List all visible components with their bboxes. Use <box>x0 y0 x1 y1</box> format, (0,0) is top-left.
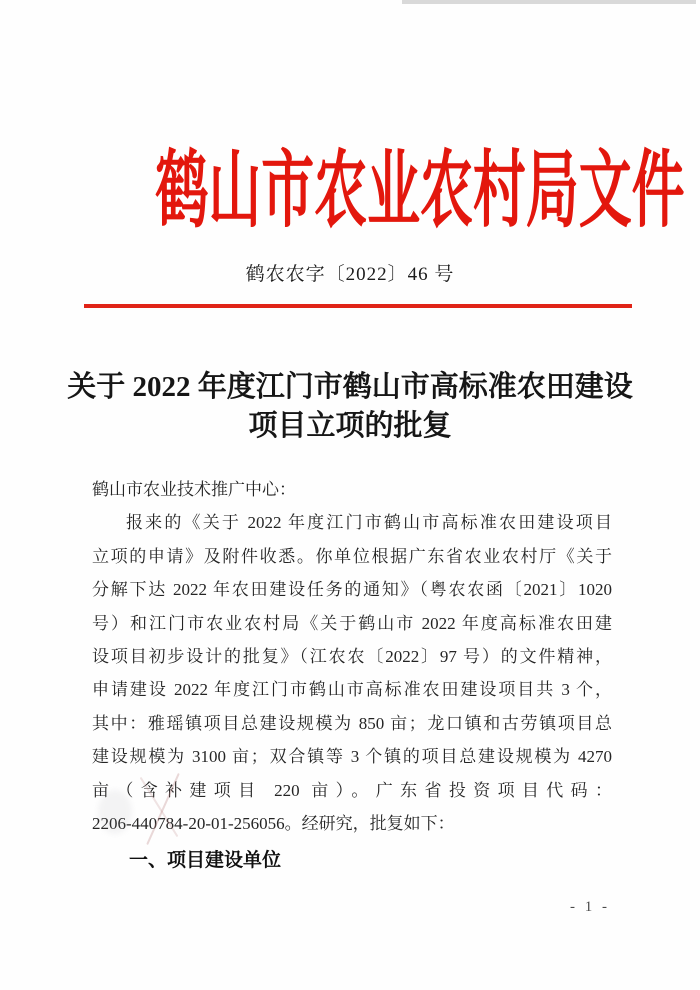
body-line: 设项目初步设计的批复》（江农农〔2022〕97 号）的文件精神， <box>92 647 612 667</box>
section-heading: 一、项目建设单位 <box>129 850 282 872</box>
body-line: 申请建设 2022 年度江门市鹤山市高标准农田建设项目共 3 个， <box>92 680 612 700</box>
page-number: - 1 - <box>570 899 610 915</box>
document-body <box>92 473 612 878</box>
body-line: 建设规模为 3100 亩；双合镇等 3 个镇的项目总建设规模为 4270 <box>92 747 612 767</box>
document-title-line1: 关于 2022 年度江门市鹤山市高标准农田建设 <box>67 371 633 403</box>
red-header <box>0 146 700 261</box>
red-divider-rule <box>84 304 632 308</box>
scan-artifact-strip <box>402 0 696 4</box>
salutation-line: 鹤山市农业技术推广中心： <box>92 480 296 499</box>
document-number: 鹤农农字〔2022〕46 号 <box>245 264 455 285</box>
document-title <box>0 368 700 446</box>
body-line: 报来的《关于 2022 年度江门市鹤山市高标准农田建设项目 <box>126 513 612 533</box>
agency-title: 鹤山市农业农村局文件 <box>155 145 685 238</box>
body-line: 号）和江门市农业农村局《关于鹤山市 2022 年度高标准农田建 <box>92 613 612 633</box>
body-line: 2206-440784-20-01-256056。经研究，批复如下： <box>92 814 455 834</box>
document-title-line2: 项目立项的批复 <box>248 410 452 442</box>
body-line: 其中：雅瑶镇项目总建设规模为 850 亩；龙口镇和古劳镇项目总 <box>92 713 612 733</box>
body-line: 立项的申请》及附件收悉。你单位根据广东省农业农村厅《关于 <box>92 546 612 566</box>
body-line: 亩（含补建项目 220 亩）。广东省投资项目代码： <box>92 780 612 800</box>
body-line: 分解下达 2022 年农田建设任务的通知》（粤农农函〔2021〕1020 <box>92 580 612 600</box>
scan-smudge-artifact <box>98 790 132 834</box>
